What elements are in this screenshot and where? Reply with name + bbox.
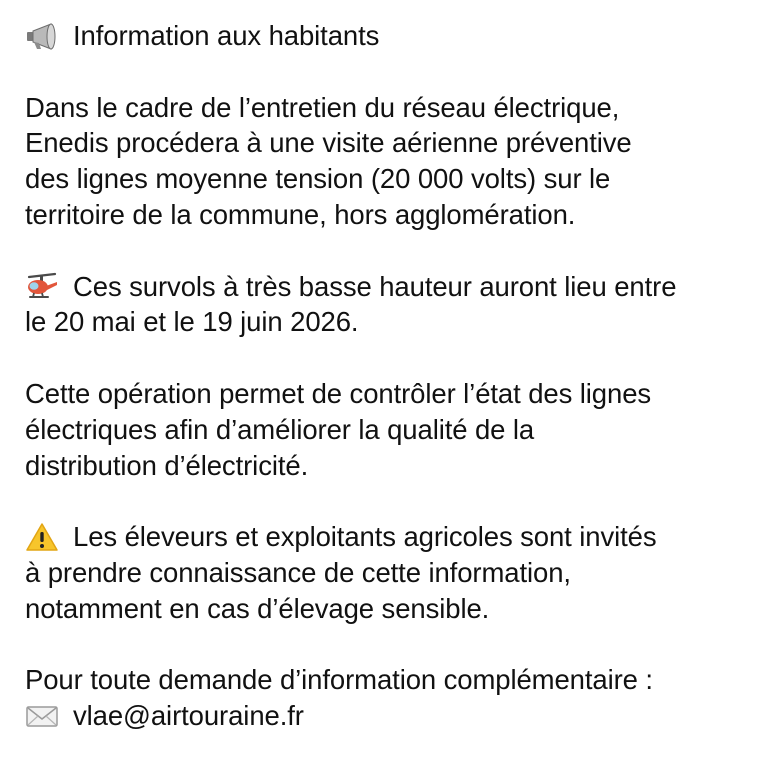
spacer <box>25 627 760 663</box>
paragraph-4-line-2: à prendre connaissance de cette information, <box>25 556 571 588</box>
paragraph-4-line-3: notamment en cas d’élevage sensible. <box>25 592 490 624</box>
contact-line: Pour toute demande d’information complémentaire : <box>25 664 653 696</box>
paragraph-1-line-1: Dans le cadre de l’entretien du réseau électrique, <box>25 91 620 123</box>
heading <box>25 18 760 54</box>
spacer <box>25 233 760 269</box>
envelope-icon <box>25 701 59 731</box>
contact-email-line <box>25 698 760 734</box>
paragraph-4-line-1 <box>25 519 760 555</box>
paragraph-1-line-2: Enedis procédera à une visite aérienne préventive <box>25 127 632 159</box>
warning-icon <box>25 522 59 552</box>
contact-email-link[interactable]: vlae@airtouraine.fr <box>73 700 304 732</box>
heading-text: Information aux habitants <box>73 20 380 51</box>
message-body <box>25 18 760 734</box>
helicopter-icon <box>25 271 59 301</box>
paragraph-1-line-3: des lignes moyenne tension (20 000 volts) sur le <box>25 163 611 195</box>
spacer <box>25 483 760 519</box>
paragraph-3-line-3: distribution d’électricité. <box>25 449 309 481</box>
spacer <box>25 54 760 90</box>
paragraph-3-line-1: Cette opération permet de contrôler l’état des lignes <box>25 377 652 409</box>
paragraph-2-line-1 <box>25 269 760 305</box>
paragraph-3-line-2: électriques afin d’améliorer la qualité de la <box>25 413 535 445</box>
paragraph-1-line-4: territoire de la commune, hors agglomération. <box>25 198 576 230</box>
paragraph-2-line-2: le 20 mai et le 19 juin 2026. <box>25 306 359 338</box>
megaphone-icon <box>25 21 59 51</box>
paragraph-2-text: Ces survols à très basse hauteur auront lieu entre <box>73 270 677 302</box>
paragraph-4-text: Les éleveurs et exploitants agricoles sont invités <box>73 521 657 553</box>
spacer <box>25 340 760 376</box>
